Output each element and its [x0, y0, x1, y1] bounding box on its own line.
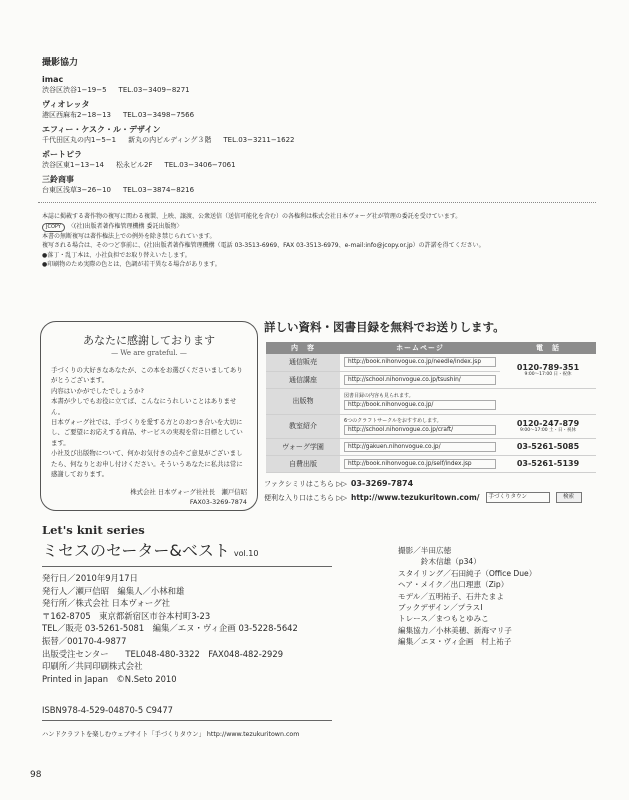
pub-line: TEL／販売 03-5261-5081 編集／エヌ・ヴィ企画 03-5228-5642	[42, 623, 298, 634]
credit-name: ヴィオレッタ	[42, 100, 90, 109]
thank-you-subtitle: — We are grateful. —	[111, 349, 187, 357]
credit-addr-part: 千代田区丸の内1−5−1	[42, 136, 117, 144]
row-label: ヴォーグ学園	[266, 438, 340, 455]
pub-line: 印刷所／共同印刷株式会社	[42, 661, 143, 672]
table-row	[266, 354, 596, 371]
search-button[interactable]: 検索	[556, 492, 582, 503]
credit-addr-part: 台東区浅草3−26−10	[42, 186, 111, 194]
craft-site-line: ハンドクラフトを楽しむウェブサイト「手づくりタウン」 http://www.tezukuritown.com	[42, 731, 300, 738]
row-url-cell	[340, 388, 500, 414]
phone-number: 03-5261-5085	[516, 442, 580, 451]
jcopy-logo: JCOPY	[42, 223, 65, 232]
credit-name: ポートピラ	[42, 150, 82, 159]
staff-credits	[398, 545, 536, 648]
phone-hours: 9:00〜17:00 土・日・祝休	[519, 427, 576, 433]
info-headline: 詳しい資料・図書目録を無料でお送りします。	[264, 320, 505, 334]
phone-hours: 9:00〜17:00 日・祝休	[524, 372, 572, 378]
fax-line	[264, 479, 413, 489]
pub-line: 発行人／瀬戸信昭 編集人／小林和雄	[42, 585, 185, 596]
book-title	[42, 538, 258, 561]
staff-line: ヘア・メイク／出口理恵（Zip）	[398, 580, 509, 590]
portal-url[interactable]: http://www.tezukuritown.com/	[351, 493, 480, 502]
credit-address	[42, 85, 342, 95]
row-url-cell	[340, 455, 500, 472]
credit-entry	[42, 149, 342, 170]
pub-line: 発行所／株式会社 日本ヴォーグ社	[42, 598, 170, 609]
signature-name: 株式会社 日本ヴォーグ社社長 瀬戸信昭	[130, 488, 247, 497]
thank-you-paragraph: 内容はいかがでしたでしょうか?	[51, 386, 144, 395]
phone-cell	[500, 455, 596, 472]
row-url-cell	[340, 371, 500, 388]
staff-line: スタイリング／石田純子（Office Due）	[398, 568, 537, 578]
thank-you-paragraph: 日本ヴォーグ社では、手づくりを愛する方とのおつき合いを大切にし、ご要望にお応えする商品、サービスの実現を常に目標としています。	[51, 418, 243, 447]
table-row	[266, 388, 596, 414]
thank-you-paragraph: 小社及び出版物について、何かお気付きの点やご意見がございましたら、何なりとお申し付けください。そういうあなたに私共は常に感謝しております。	[51, 449, 243, 479]
credits-section	[42, 55, 342, 199]
legal-line	[42, 222, 592, 232]
credit-tel: TEL.03−3498−7566	[123, 111, 195, 119]
credit-name: エフィー・ケスク・ル・デザイン	[42, 125, 161, 134]
phone-number: 03-5261-5139	[516, 459, 580, 468]
credit-tel: TEL.03−3409−8271	[118, 86, 190, 94]
legal-line: 本誌に掲載する著作物の複写に関わる複製、上映、譲渡、公衆送信（送信可能化を含む）の各権利は株式会社日本ヴォーグ社が管理の委託を受けています。	[42, 213, 462, 220]
staff-line: トレース／まつもとゆみこ	[398, 614, 489, 624]
phone-cell	[500, 414, 596, 438]
divider	[38, 202, 596, 203]
legal-line-text: 〈(社)出版者著作権管理機構 委託出版物〉	[67, 222, 183, 230]
thank-you-body	[51, 365, 247, 479]
url-note: 6つのクラフトサークルをおすすめします。	[344, 417, 442, 424]
credit-name: 三鈴商事	[42, 175, 74, 184]
signature-fax: FAX03-3269-7874	[189, 498, 247, 507]
row-label: 通信販売	[266, 354, 340, 371]
series-name: Let's knit series	[42, 523, 145, 537]
portal-line	[264, 492, 582, 503]
phone-cell-empty	[500, 388, 596, 414]
book-title-text: ミセスのセーター&ベスト	[42, 541, 230, 560]
fax-label: ファクシミリはこちら ▷▷	[264, 480, 347, 488]
phone-number: 0120-789-351	[516, 363, 580, 373]
credit-entry	[42, 99, 342, 120]
copyright-notice	[42, 212, 592, 270]
row-label: 通信講座	[266, 371, 340, 388]
credit-addr-part: 港区西麻布2−18−13	[42, 111, 111, 119]
header-homepage: ホームページ	[340, 342, 500, 354]
thank-you-paragraph: 本書が少しでもお役に立てば、こんなにうれしいことはありません。	[51, 397, 237, 416]
credit-entry	[42, 74, 342, 95]
row-url-cell	[340, 354, 500, 371]
divider	[42, 566, 332, 567]
book-volume: vol.10	[233, 549, 259, 558]
credit-address	[42, 160, 342, 170]
legal-line: 複写される場合は、そのつど事前に、(社)出版者著作権管理機構（電話 03-3513-6969、FAX 03-3513-6979、e-mail:info@jcopy.or.jp）の許諾を得てください。	[42, 242, 485, 250]
table-row	[266, 455, 596, 472]
table-row	[266, 438, 596, 455]
url-link[interactable]: http://gakuen.nihonvogue.co.jp/	[344, 442, 496, 452]
credit-address	[42, 185, 342, 195]
staff-line: ブックデザイン／プラスI	[398, 603, 483, 613]
row-label: 出版物	[266, 388, 340, 414]
row-label: 自費出版	[266, 455, 340, 472]
phone-cell	[500, 438, 596, 455]
divider	[42, 720, 332, 721]
header-phone: 電 話	[500, 342, 596, 354]
page-number: 98	[30, 770, 42, 780]
credit-address	[42, 135, 342, 145]
credit-tel: TEL.03−3211−1622	[223, 136, 295, 144]
credit-tel: TEL.03−3406−7061	[164, 161, 236, 169]
pub-line: 〒162-8705 東京都新宿区市谷本村町3-23	[42, 610, 211, 621]
fax-number: 03-3269-7874	[350, 479, 414, 488]
credit-entry	[42, 174, 342, 195]
credit-addr-part: 新丸の内ビルディング３階	[128, 136, 212, 144]
pub-line: Printed in Japan ©N.Seto 2010	[42, 673, 177, 684]
url-note: 図書目録の内容も見られます。	[344, 392, 414, 399]
phone-cell	[500, 354, 596, 388]
thank-you-signature	[51, 487, 247, 507]
publication-info	[42, 572, 298, 685]
credit-addr-part: 渋谷区東1−13−14	[42, 161, 104, 169]
credit-tel: TEL.03−3874−8216	[123, 186, 195, 194]
row-url-cell	[340, 414, 500, 438]
credit-addr-part: 松永ビル2F	[116, 161, 153, 169]
staff-line: 鈴木信雄（p34）	[398, 557, 481, 567]
thank-you-box	[40, 321, 258, 511]
portal-label: 便利な入り口はこちら ▷▷	[264, 493, 347, 502]
thank-you-paragraph: 手づくりの大好きなあなたが、この本をお選びくださいましてありがとうございます。	[51, 366, 243, 385]
info-table	[266, 342, 596, 473]
staff-line: 編集／エヌ・ヴィ企画 村上祐子	[398, 637, 512, 647]
credits-title: 撮影協力	[42, 58, 79, 68]
staff-line: モデル／五明祐子、石井たまよ	[398, 591, 504, 601]
legal-line: ●印刷物のため実際の色とは、色調が若干異なる場合があります。	[42, 261, 221, 269]
search-input[interactable]: 手づくりタウン	[486, 492, 550, 503]
staff-line: 編集協力／小林美穂、新海マリ子	[398, 625, 512, 635]
row-url-cell	[340, 438, 500, 455]
url-link[interactable]: http://book.nihonvogue.co.jp/	[344, 400, 496, 410]
header-content: 内 容	[266, 342, 340, 354]
phone-number: 0120-247-879	[516, 418, 580, 428]
legal-line: 本書の無断複写は著作権法上での例外を除き禁じられています。	[42, 232, 216, 240]
table-header-row	[266, 342, 596, 354]
staff-line: 撮影／半田広徳	[398, 546, 452, 555]
url-link[interactable]: http://book.nihonvogue.co.jp/self/index.jsp	[344, 459, 496, 469]
thank-you-title: あなたに感謝しております	[83, 334, 215, 347]
legal-line: ●落丁・乱丁本は、小社負担でお取り替えいたします。	[42, 251, 191, 259]
pub-line: 出版受注センター TEL048-480-3322 FAX048-482-2929	[42, 648, 284, 659]
url-link[interactable]: http://school.nihonvogue.co.jp/tsushin/	[344, 375, 496, 385]
credit-addr-part: 渋谷区渋谷1−19−5	[42, 86, 107, 94]
table-row	[266, 414, 596, 438]
credit-address	[42, 110, 342, 120]
pub-line: 振替／00170-4-9877	[42, 635, 127, 646]
pub-line: 発行日／2010年9月17日	[42, 573, 138, 583]
url-link[interactable]: http://book.nihonvogue.co.jp/needle/index.jsp	[344, 357, 496, 367]
credit-name: imac	[42, 75, 64, 84]
credit-entry	[42, 124, 342, 145]
url-link[interactable]: http://school.nihonvogue.co.jp/craft/	[344, 425, 496, 435]
isbn: ISBN978-4-529-04870-5 C9477	[42, 705, 173, 715]
row-label: 教室紹介	[266, 414, 340, 438]
